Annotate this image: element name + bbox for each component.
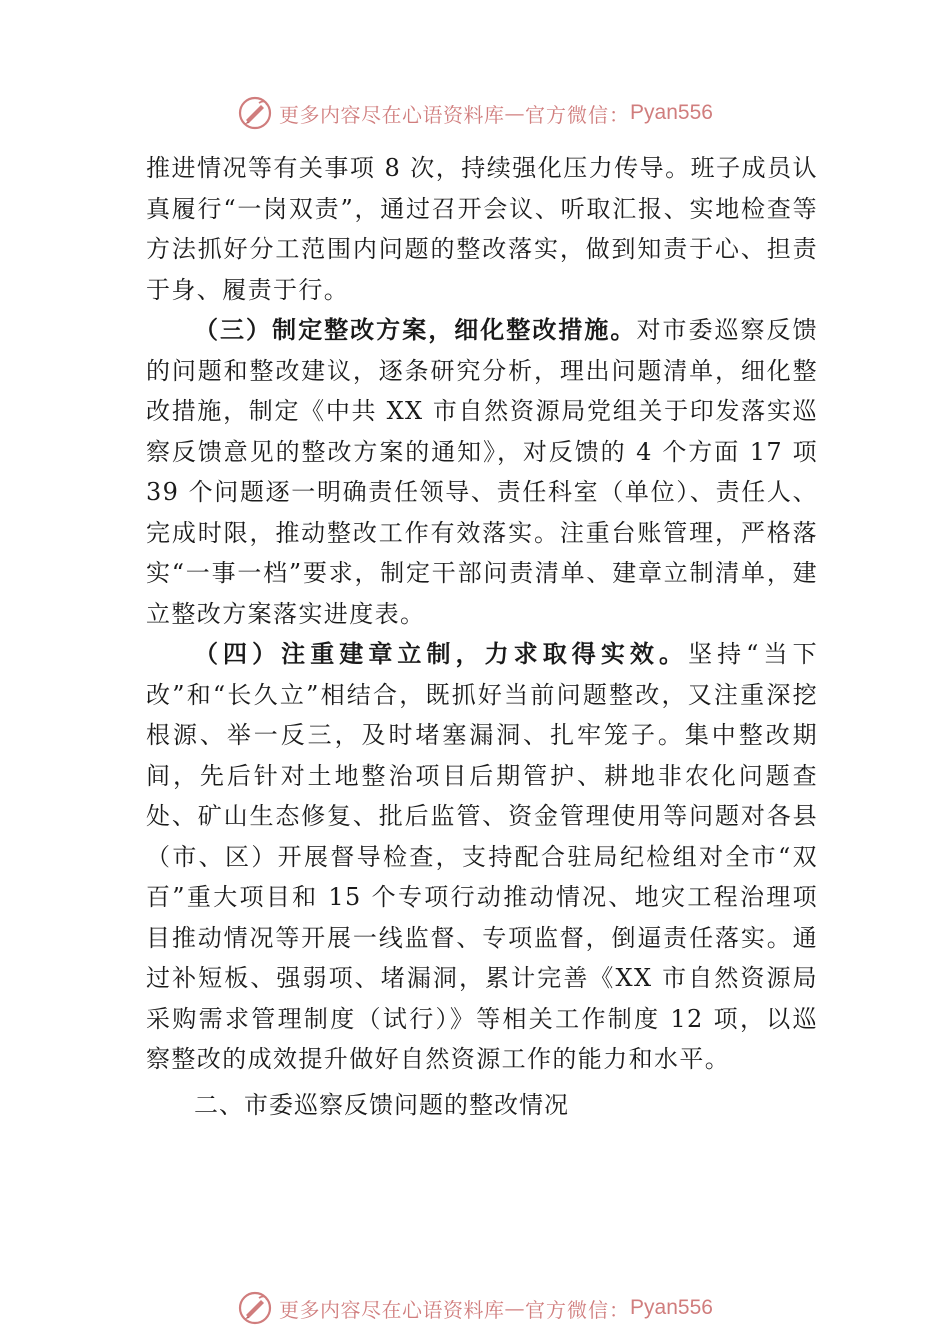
pen-seal-icon — [237, 1290, 273, 1326]
footer-watermark — [0, 1288, 950, 1328]
watermark-wechat-label: 官方微信： — [525, 1297, 631, 1322]
watermark-wechat-label: 官方微信： — [525, 102, 631, 127]
paragraph-section-four — [146, 634, 818, 1080]
paragraph-continuation: 推进情况等有关事项 8 次，持续强化压力传导。班子成员认真履行“一岗双责”，通过召开会议、听取汇报、实地检查等方法抓好分工范围内问题的整改落实，做到知责于心、担责于身、履责于行。 — [146, 154, 818, 304]
watermark-separator: — — [504, 101, 526, 125]
watermark-separator: — — [504, 1296, 526, 1320]
paragraph-lead: （三）制定整改方案，细化整改措施。 — [194, 315, 637, 344]
watermark-wechat-id: Pyan556 — [630, 1296, 713, 1319]
section-heading: 二、市委巡察反馈问题的整改情况 — [194, 1091, 569, 1119]
paragraph-text: 坚持“当下改”和“长久立”相结合，既抓好当前问题整改，又注重深挖根源、举一反三，及时堵塞漏洞、扎牢笼子。集中整改期间，先后针对土地整治项目后期管护、耕地非农化问题查处、矿山生态修复、批后监管、资金管理使用等问题对各县（市、区）开展督导检查，支持配合驻局纪检组对全市“双百”重大项目和 15 个专项行动推动情况、地灾工程治理项目推动情况等开展一线监督、专项监督，倒逼责任落实。通过补短板、强弱项、堵漏洞，累计完善《XX 市自然资源局采购需求管理制度（试行）》等相关工作制度 12 项，以巡察整改的成效提升做好自然资源工作的能力和水平。 — [146, 640, 818, 1073]
watermark-brand: 更多内容尽在心语资料库 — [279, 102, 505, 127]
paragraph-text: 对市委巡察反馈的问题和整改建议，逐条研究分析，理出问题清单，细化整改措施，制定《中共 XX 市自然资源局党组关于印发落实巡察反馈意见的整改方案的通知》，对反馈的 4 个方面 17 项 39 个问题逐一明确责任领导、责任科室（单位）、责任人、完成时限，推动整改工作有效落实。注重台账管理，严格落实“一事一档”要求，制定干部问责清单、建章立制清单，建立整改方案落实进度表。 — [146, 316, 818, 628]
pen-seal-icon — [237, 95, 273, 131]
watermark-brand: 更多内容尽在心语资料库 — [279, 1297, 505, 1322]
header-watermark — [0, 93, 950, 133]
watermark-wechat-id: Pyan556 — [630, 101, 713, 124]
document-body — [146, 148, 818, 1080]
paragraph-section-three — [146, 310, 818, 634]
paragraph-lead: （四）注重建章立制，力求取得实效。 — [194, 639, 689, 668]
